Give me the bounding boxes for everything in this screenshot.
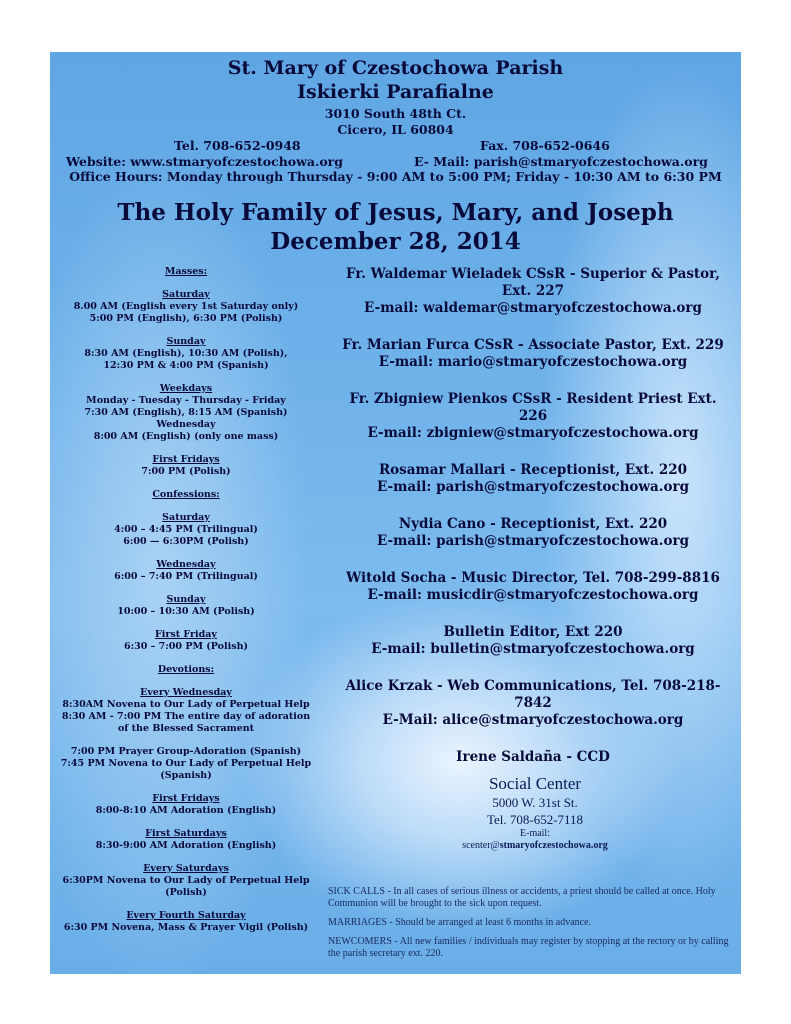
schedule-column xyxy=(52,266,320,934)
devotion-wednesday-line: 7:45 PM Novena to Our Lady of Perpetual Help xyxy=(60,758,312,769)
staff-name: Irene Saldaña - CCD xyxy=(456,749,610,765)
staff-name: Fr. Zbigniew Pienkos CSsR - Resident Priest Ext. xyxy=(349,391,717,407)
confession-saturday-line: 6:00 — 6:30PM (Polish) xyxy=(123,536,249,547)
devotion-wednesday-line: 7:00 PM Prayer Group-Adoration (Spanish) xyxy=(70,746,302,757)
parish-address xyxy=(50,106,741,138)
devotion-first-fridays-line: 8:00-8:10 AM Adoration (English) xyxy=(95,805,277,816)
staff-entry xyxy=(328,570,738,604)
confession-saturday-heading: Saturday xyxy=(162,512,210,523)
staff-name: Bulletin Editor, Ext 220 xyxy=(443,624,623,640)
devotion-wednesday-line: 8:30AM Novena to Our Lady of Perpetual Help xyxy=(62,699,310,710)
social-center-email-user: scenter@ xyxy=(462,840,500,851)
staff-entry xyxy=(328,749,738,766)
feast-title-block xyxy=(50,198,741,256)
parish-fax: Fax. 708-652-0646 xyxy=(480,138,610,153)
confession-first-friday-heading: First Friday xyxy=(155,629,217,640)
devotion-every-saturdays-line: (Polish) xyxy=(165,887,207,898)
social-center-email xyxy=(370,840,700,852)
parish-phone: Tel. 708-652-0948 xyxy=(174,138,301,153)
staff-email: E-mail: zbigniew@stmaryofczestochowa.org xyxy=(367,425,699,441)
staff-entry xyxy=(328,516,738,550)
saturday-line: 8.00 AM (English every 1st Saturday only) xyxy=(73,301,299,312)
weekdays-line: 7:30 AM (English), 8:15 AM (Spanish) xyxy=(84,407,288,418)
staff-directory xyxy=(328,266,738,786)
weekdays-heading: Weekdays xyxy=(159,383,213,394)
saturday-heading: Saturday xyxy=(162,289,210,300)
sunday-line: 8:30 AM (English), 10:30 AM (Polish), xyxy=(84,348,288,359)
staff-name: Witold Socha - Music Director, Tel. 708-299-8816 xyxy=(346,570,720,586)
sick-calls-notice: SICK CALLS - In all cases of serious illness or accidents, a priest should be called at once. Holy Communion will be brought to the sick upon request. xyxy=(328,886,716,909)
devotion-wednesday-heading: Every Wednesday xyxy=(140,687,232,698)
devotion-wednesday-line: 8:30 AM - 7:00 PM The entire day of adoration xyxy=(61,711,311,722)
staff-email: E-mail: parish@stmaryofczestochowa.org xyxy=(376,533,690,549)
staff-entry xyxy=(328,462,738,496)
devotion-every-saturdays-heading: Every Saturdays xyxy=(143,863,229,874)
staff-email: E-Mail: alice@stmaryofczestochowa.org xyxy=(382,712,684,728)
devotion-wednesday-line: (Spanish) xyxy=(160,770,212,781)
parish-name: St. Mary of Czestochowa Parish xyxy=(227,57,564,79)
social-center-email-domain: stmaryofczestochowa.org xyxy=(499,840,608,851)
social-center-address: 5000 W. 31st St. xyxy=(492,795,578,810)
devotion-first-saturdays-heading: First Saturdays xyxy=(145,828,227,839)
staff-entry xyxy=(328,391,738,442)
social-center-phone: Tel. 708-652-7118 xyxy=(486,812,584,827)
sunday-line: 12:30 PM & 4:00 PM (Spanish) xyxy=(103,360,269,371)
staff-entry xyxy=(328,266,738,317)
address-line-2: Cicero, IL 60804 xyxy=(337,122,454,137)
devotion-every-saturdays-line: 6:30PM Novena to Our Lady of Perpetual Help xyxy=(62,875,310,886)
devotion-fourth-saturday-line: 6:30 PM Novena, Mass & Prayer Vigil (Polish) xyxy=(63,922,309,933)
confessions-heading: Confessions: xyxy=(152,489,220,500)
staff-email: E-mail: waldemar@stmaryofczestochowa.org xyxy=(364,300,702,316)
social-center xyxy=(370,774,700,852)
staff-email: E-mail: musicdir@stmaryofczestochowa.org xyxy=(367,587,699,603)
social-center-email-label: E-mail: xyxy=(520,828,550,839)
parish-website: Website: www.stmaryofczestochowa.org xyxy=(66,154,343,169)
devotions-heading: Devotions: xyxy=(157,664,215,675)
weekdays-line: 8:00 AM (English) (only one mass) xyxy=(93,431,279,442)
confession-sunday-heading: Sunday xyxy=(166,594,206,605)
sunday-heading: Sunday xyxy=(166,336,206,347)
feast-date: December 28, 2014 xyxy=(270,228,521,255)
first-fridays-heading: First Fridays xyxy=(152,454,220,465)
devotion-wednesday-line: of the Blessed Sacrament xyxy=(117,723,255,734)
saturday-line: 5:00 PM (English), 6:30 PM (Polish) xyxy=(89,313,283,324)
confession-saturday-line: 4:00 – 4:45 PM (Trilingual) xyxy=(114,524,258,535)
masses-heading: Masses: xyxy=(164,266,208,277)
weekdays-line: Monday - Tuesday - Thursday - Friday xyxy=(86,395,286,406)
confession-wednesday-heading: Wednesday xyxy=(156,559,216,570)
parish-notices xyxy=(328,886,738,967)
bulletin-name: Iskierki Parafialne xyxy=(297,81,494,103)
staff-entry xyxy=(328,337,738,371)
staff-name: Rosamar Mallari - Receptionist, Ext. 220 xyxy=(378,462,688,478)
staff-email: E-mail: bulletin@stmaryofczestochowa.org xyxy=(371,641,695,657)
devotion-fourth-saturday-heading: Every Fourth Saturday xyxy=(126,910,246,921)
feast-title: The Holy Family of Jesus, Mary, and Joseph xyxy=(117,199,674,226)
bulletin-page xyxy=(50,52,741,974)
staff-name-cont: 226 xyxy=(518,408,548,424)
confession-wednesday-line: 6:00 – 7:40 PM (Trilingual) xyxy=(114,571,258,582)
staff-entry xyxy=(328,678,738,729)
marriages-notice: MARRIAGES - Should be arranged at least 6 months in advance. xyxy=(328,917,592,928)
staff-name: Alice Krzak - Web Communications, Tel. 708-218- xyxy=(345,678,721,694)
devotion-first-saturdays-line: 8:30-9:00 AM Adoration (English) xyxy=(95,840,277,851)
office-hours: Office Hours: Monday through Thursday - 9:00 AM to 5:00 PM; Friday - 10:30 AM to 6:30 PM xyxy=(69,169,722,184)
staff-entry xyxy=(328,624,738,658)
staff-name-cont: Ext. 227 xyxy=(501,283,565,299)
staff-name: Fr. Marian Furca CSsR - Associate Pastor, Ext. 229 xyxy=(342,337,724,353)
parish-email: E- Mail: parish@stmaryofczestochowa.org xyxy=(414,154,708,169)
staff-name-cont: 7842 xyxy=(514,695,552,711)
parish-header xyxy=(50,56,741,104)
staff-email: E-mail: mario@stmaryofczestochowa.org xyxy=(378,354,688,370)
staff-email: E-mail: parish@stmaryofczestochowa.org xyxy=(376,479,690,495)
confession-first-friday-line: 6:30 – 7:00 PM (Polish) xyxy=(123,641,248,652)
devotion-first-fridays-heading: First Fridays xyxy=(152,793,220,804)
newcomers-notice: NEWCOMERS - All new families / individuals may register by stopping at the rectory or by calling the parish secretary ext. 220. xyxy=(328,936,729,959)
confession-sunday-line: 10:00 – 10:30 AM (Polish) xyxy=(117,606,255,617)
address-line-1: 3010 South 48th Ct. xyxy=(324,106,467,121)
first-fridays-line: 7:00 PM (Polish) xyxy=(141,466,231,477)
staff-name: Nydia Cano - Receptionist, Ext. 220 xyxy=(398,516,668,532)
weekdays-line: Wednesday xyxy=(156,419,216,430)
social-center-title: Social Center xyxy=(488,774,582,793)
staff-name: Fr. Waldemar Wieladek CSsR - Superior & Pastor, xyxy=(345,266,721,282)
